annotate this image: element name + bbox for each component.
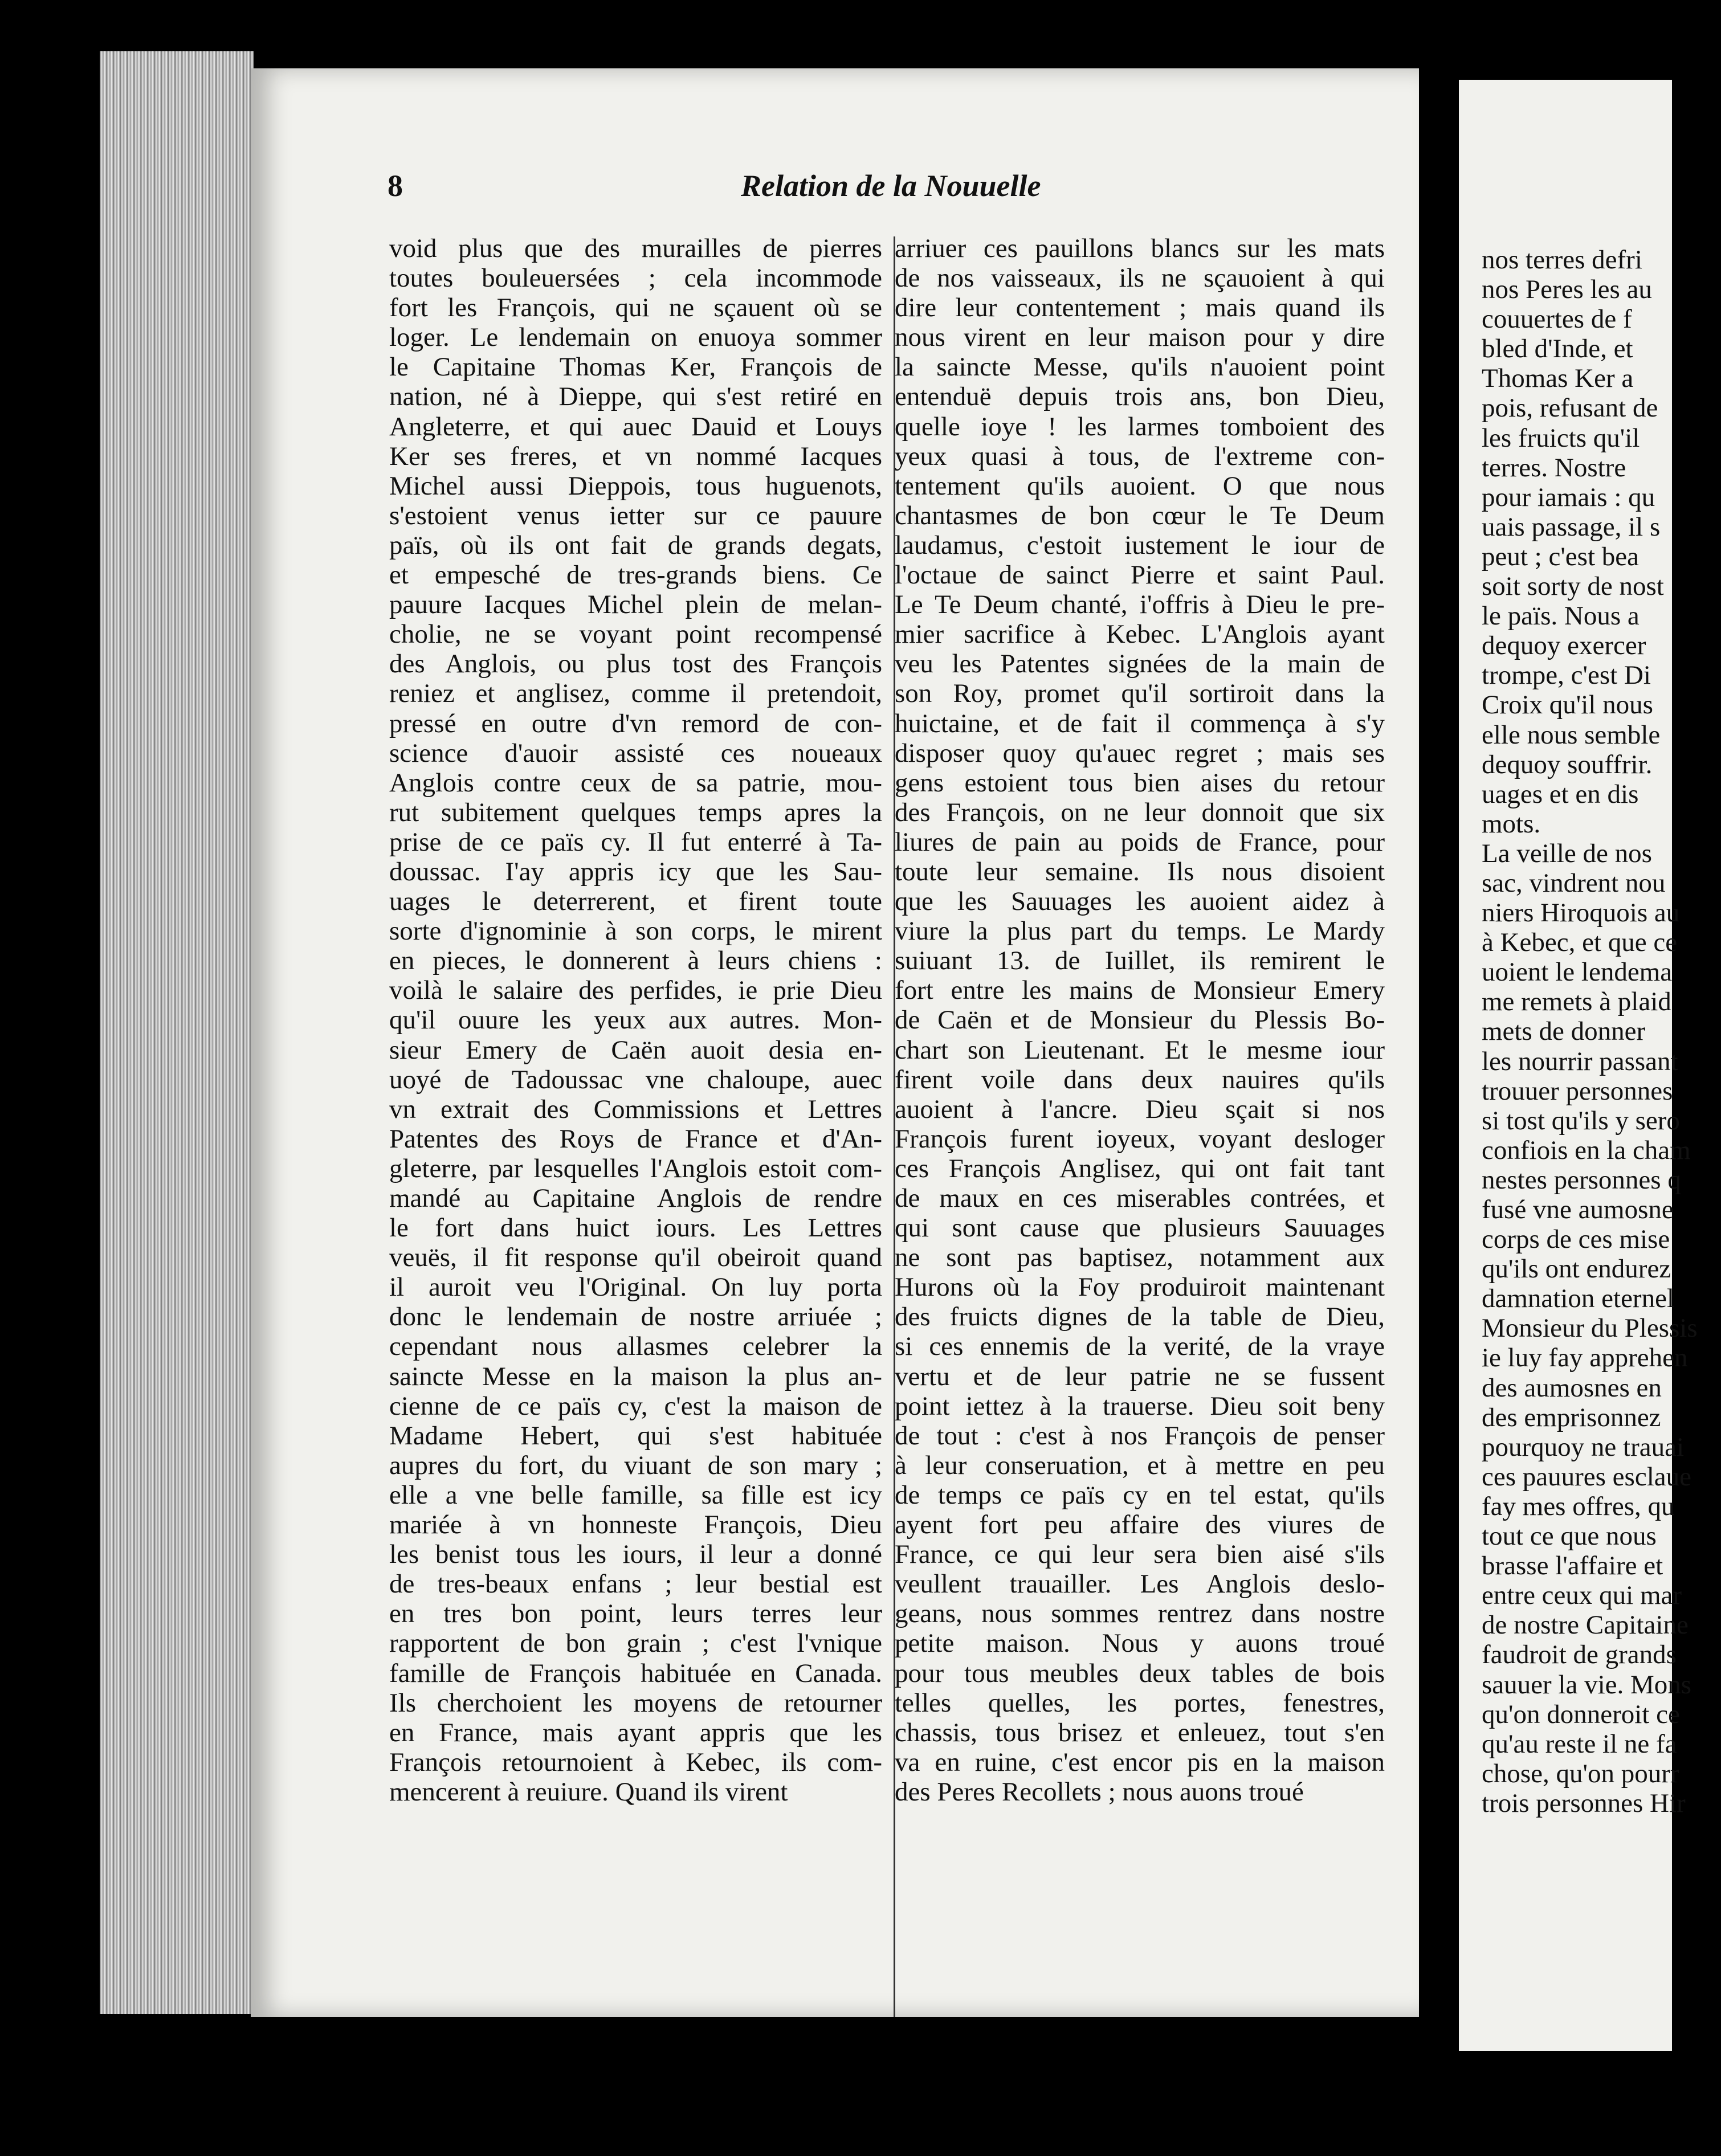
text-line: pour iamais : qu bbox=[1482, 482, 1655, 512]
text-line: fay mes offres, qu bbox=[1482, 1491, 1675, 1521]
text-line: chantasmes de bon cœur le Te Deum bbox=[895, 500, 1385, 530]
text-line: mariée à vn honneste François, Dieu bbox=[389, 1510, 882, 1540]
text-line: il auroit veu l'Original. On luy porta bbox=[389, 1272, 882, 1302]
text-line: toute leur semaine. Ils nous disoient bbox=[895, 856, 1385, 887]
left-page bbox=[251, 68, 1419, 2017]
text-line: de Caën et de Monsieur du Plessis Bo- bbox=[895, 1005, 1385, 1035]
text-line: des Anglois, ou plus tost des François bbox=[389, 649, 882, 679]
text-line: les benist tous les iours, il leur a donné bbox=[389, 1540, 882, 1570]
text-line: ces pauures esclaue bbox=[1482, 1461, 1691, 1492]
text-line: s'estoient venus ietter sur ce pauure bbox=[389, 500, 882, 530]
text-line: point iettez à la trauerse. Dieu soit beny bbox=[895, 1391, 1385, 1421]
text-line: science d'auoir assisté ces noueaux bbox=[389, 738, 882, 768]
text-line: qu'ils ont endurez bbox=[1482, 1254, 1671, 1284]
text-line: niers Hiroquois au bbox=[1482, 898, 1680, 928]
text-line: petite maison. Nous y auons troué bbox=[895, 1628, 1385, 1659]
text-line: quelle ioye ! les larmes tomboient des bbox=[895, 411, 1385, 442]
text-line: de temps ce païs cy en tel estat, qu'ils bbox=[895, 1480, 1385, 1510]
text-line: pour tous meubles deux tables de bois bbox=[895, 1658, 1385, 1688]
text-line: doussac. I'ay appris icy que les Sau- bbox=[389, 856, 882, 887]
text-column-middle bbox=[895, 234, 1385, 1807]
text-line: geans, nous sommes rentrez dans nostre bbox=[895, 1599, 1385, 1629]
running-title: Relation de la Nouuelle bbox=[741, 169, 1041, 203]
text-line: elle nous semble bbox=[1482, 720, 1661, 750]
text-line: disposer quoy qu'auec regret ; mais ses bbox=[895, 738, 1385, 768]
text-line: famille de François habituée en Canada. bbox=[389, 1658, 882, 1688]
text-line: des Peres Recollets ; nous auons troué bbox=[895, 1777, 1304, 1807]
text-line: en tres bon point, leurs terres leur bbox=[389, 1599, 882, 1629]
text-line: uoyé de Tadoussac vne chaloupe, auec bbox=[389, 1064, 882, 1095]
text-line: la saincte Messe, qu'ils n'auoient point bbox=[895, 352, 1385, 382]
text-line: tentement qu'ils auoient. O que nous bbox=[895, 471, 1385, 501]
text-column-left bbox=[389, 234, 882, 1807]
text-line: gens estoient tous bien aises du retour bbox=[895, 767, 1385, 798]
text-line: dequoy souffrir. bbox=[1482, 749, 1653, 779]
text-line: l'octaue de sainct Pierre et saint Paul. bbox=[895, 560, 1385, 590]
text-line: François furent ioyeux, voyant desloger bbox=[895, 1124, 1385, 1154]
text-line: païs, où ils ont fait de grands degats, bbox=[389, 530, 882, 560]
text-line: France, ce qui leur sera bien aisé s'ils bbox=[895, 1540, 1385, 1570]
text-line: brasse l'affaire et bbox=[1482, 1551, 1663, 1581]
text-line: sac, vindrent nou bbox=[1482, 868, 1666, 898]
text-line: sorte d'ignominie à son corps, le mirent bbox=[389, 916, 882, 946]
text-line: des fruicts dignes de la table de Dieu, bbox=[895, 1302, 1385, 1332]
page-number: 8 bbox=[388, 169, 403, 203]
text-line: veuës, il fit response qu'il obeiroit quand bbox=[389, 1243, 882, 1273]
text-line: les fruicts qu'il bbox=[1482, 423, 1640, 453]
text-line: de tres-beaux enfans ; leur bestial est bbox=[389, 1569, 882, 1599]
text-line: saincte Messe en la maison la plus an- bbox=[389, 1361, 882, 1391]
text-line: et empesché de tres-grands biens. Ce bbox=[389, 560, 882, 590]
text-line: à leur conseruation, et à mettre en peu bbox=[895, 1450, 1385, 1480]
text-line: auoient à l'ancre. Dieu sçait si nos bbox=[895, 1094, 1385, 1124]
text-line: uages le deterrerent, et firent toute bbox=[389, 887, 882, 917]
text-line: le Capitaine Thomas Ker, François de bbox=[389, 352, 882, 382]
text-line: Angleterre, et qui auec Dauid et Louys bbox=[389, 411, 882, 442]
text-line: toutes bouleuersées ; cela incommode bbox=[389, 263, 882, 293]
book-page-edges bbox=[100, 51, 254, 2014]
text-line: de tout : c'est à nos François de penser bbox=[895, 1420, 1385, 1451]
text-line: void plus que des murailles de pierres bbox=[389, 234, 882, 263]
text-line: mots. bbox=[1482, 808, 1541, 839]
text-line: que les Sauuages les auoient aidez à bbox=[895, 887, 1385, 917]
text-line: fusé vne aumosne bbox=[1482, 1195, 1674, 1224]
text-line: tout ce que nous bbox=[1482, 1521, 1657, 1551]
text-line: prise de ce païs cy. Il fut enterré à Ta- bbox=[389, 827, 882, 857]
text-line: nos Peres les au bbox=[1482, 275, 1652, 305]
text-line: vertu et de leur patrie ne se fussent bbox=[895, 1361, 1385, 1391]
text-line: uoient le lendema bbox=[1482, 957, 1673, 987]
text-line: soit sorty de nost bbox=[1482, 571, 1664, 602]
text-line: dequoy exercer bbox=[1482, 631, 1646, 661]
text-line: chart son Lieutenant. Et le mesme iour bbox=[895, 1035, 1385, 1065]
text-line: Hurons où la Foy produiroit maintenant bbox=[895, 1272, 1385, 1302]
text-line: damnation eternel bbox=[1482, 1284, 1674, 1314]
text-line: loger. Le lendemain on enuoya sommer bbox=[389, 322, 882, 353]
text-line: ayent fort peu affaire des viures de bbox=[895, 1510, 1385, 1540]
text-line: mier sacrifice à Kebec. L'Anglois ayant bbox=[895, 619, 1385, 650]
text-line: Michel aussi Dieppois, tous huguenots, bbox=[389, 471, 882, 501]
text-line: liures de pain au poids de France, pour bbox=[895, 827, 1385, 857]
text-line: Madame Hebert, qui s'est habituée bbox=[389, 1420, 882, 1451]
text-line: qu'on donneroit ce bbox=[1482, 1699, 1680, 1729]
text-line: uages et en dis bbox=[1482, 779, 1639, 809]
text-line: François retournoient à Kebec, ils com- bbox=[389, 1747, 882, 1777]
text-line: de maux en ces miserables contrées, et bbox=[895, 1183, 1385, 1213]
text-line: Thomas Ker a bbox=[1482, 364, 1634, 394]
text-line: le fort dans huict iours. Les Lettres bbox=[389, 1213, 882, 1243]
text-line: en pieces, le donnerent à leurs chiens : bbox=[389, 946, 882, 976]
text-line: uais passage, il s bbox=[1482, 512, 1661, 542]
text-line: nestes personnes q bbox=[1482, 1165, 1681, 1195]
text-line: rapportent de bon grain ; c'est l'vnique bbox=[389, 1628, 882, 1659]
text-line: La veille de nos bbox=[1482, 838, 1652, 868]
text-line: en France, mais ayant appris que les bbox=[389, 1717, 882, 1747]
text-line: trouuer personnes bbox=[1482, 1076, 1673, 1106]
text-line: donc le lendemain de nostre arriuée ; bbox=[389, 1302, 882, 1332]
text-line: si ces ennemis de la verité, de la vraye bbox=[895, 1332, 1385, 1362]
text-line: voilà le salaire des perfides, ie prie Dieu bbox=[389, 975, 882, 1006]
text-line: ne sont pas baptisez, notamment aux bbox=[895, 1243, 1385, 1273]
text-line: reniez et anglisez, comme il pretendoit, bbox=[389, 679, 882, 709]
text-line: Monsieur du Plessis bbox=[1482, 1313, 1698, 1344]
text-line: de nos vaisseaux, ils ne sçauoient à qui bbox=[895, 263, 1385, 293]
text-line: rut subitement quelques temps apres la bbox=[389, 797, 882, 827]
text-line: elle a vne belle famille, sa fille est icy bbox=[389, 1480, 882, 1510]
text-line: huictaine, et de fait il commença à s'y bbox=[895, 708, 1385, 738]
text-line: son Roy, promet qu'il sortiroit dans la bbox=[895, 679, 1385, 709]
text-line: terres. Nostre bbox=[1482, 452, 1626, 483]
text-line: pressé en outre d'vn remord de con- bbox=[389, 708, 882, 738]
text-line: Ils cherchoient les moyens de retourner bbox=[389, 1688, 882, 1718]
text-line: faudroit de grands bbox=[1482, 1640, 1677, 1670]
text-line: entenduë depuis trois ans, bon Dieu, bbox=[895, 382, 1385, 412]
text-line: ces François Anglisez, qui ont fait tant bbox=[895, 1153, 1385, 1183]
text-line: cholie, ne se voyant point recompensé bbox=[389, 619, 882, 650]
text-line: couuertes de f bbox=[1482, 304, 1632, 334]
text-line: veu les Patentes signées de la main de bbox=[895, 649, 1385, 679]
text-line: ie luy fay apprehen bbox=[1482, 1343, 1688, 1373]
text-line: bled d'Inde, et bbox=[1482, 334, 1633, 364]
text-line: arriuer ces pauillons blancs sur les mats bbox=[895, 234, 1385, 263]
text-line: des François, on ne leur donnoit que six bbox=[895, 797, 1385, 827]
text-line: yeux quasi à tous, de l'extreme con- bbox=[895, 441, 1385, 471]
text-line: va en ruine, c'est encor pis en la maison bbox=[895, 1747, 1385, 1777]
text-line: les nourrir passant bbox=[1482, 1046, 1678, 1076]
text-line: firent voile dans deux nauires qu'ils bbox=[895, 1064, 1385, 1095]
text-line: le païs. Nous a bbox=[1482, 601, 1640, 631]
right-page bbox=[1459, 80, 1698, 2051]
text-line: chose, qu'on pourr bbox=[1482, 1758, 1679, 1788]
text-line: qu'au reste il ne fa bbox=[1482, 1729, 1677, 1759]
text-line: trompe, c'est Di bbox=[1482, 660, 1651, 691]
text-line: pois, refusant de bbox=[1482, 393, 1658, 423]
text-line: des emprisonnez bbox=[1482, 1402, 1661, 1432]
text-line: de nostre Capitaine bbox=[1482, 1610, 1689, 1640]
text-line: cependant nous allasmes celebrer la bbox=[389, 1332, 882, 1362]
text-line: chassis, tous brisez et enleuez, tout s'en bbox=[895, 1717, 1385, 1747]
text-line: suiuant 13. de Iuillet, ils remirent le bbox=[895, 946, 1385, 976]
text-line: pourquoy ne trauai bbox=[1482, 1432, 1685, 1462]
text-column-right bbox=[1482, 245, 1721, 1818]
text-line: sauuer la vie. Mons bbox=[1482, 1669, 1692, 1700]
text-line: Anglois contre ceux de sa patrie, mou- bbox=[389, 767, 882, 798]
text-line: pauure Iacques Michel plein de melan- bbox=[389, 590, 882, 620]
text-line: mandé au Capitaine Anglois de rendre bbox=[389, 1183, 882, 1213]
text-line: qu'il ouure les yeux aux autres. Mon- bbox=[389, 1005, 882, 1035]
text-line: Patentes des Roys de France et d'An- bbox=[389, 1124, 882, 1154]
text-line: telles quelles, les portes, fenestres, bbox=[895, 1688, 1385, 1718]
text-line: dire leur contentement ; mais quand ils bbox=[895, 293, 1385, 323]
text-line: nos terres defri bbox=[1482, 245, 1642, 275]
text-line: Le Te Deum chanté, i'offris à Dieu le pre- bbox=[895, 590, 1385, 620]
text-line: mets de donner bbox=[1482, 1016, 1646, 1047]
text-line: qui sont cause que plusieurs Sauuages bbox=[895, 1213, 1385, 1243]
text-line: me remets à plaid bbox=[1482, 987, 1671, 1017]
text-line: veullent trauailler. Les Anglois deslo- bbox=[895, 1569, 1385, 1599]
text-line: si tost qu'ils y sero bbox=[1482, 1105, 1680, 1136]
text-line: Ker ses freres, et vn nommé Iacques bbox=[389, 441, 882, 471]
text-line: sieur Emery de Caën auoit desia en- bbox=[389, 1035, 882, 1065]
text-line: aupres du fort, du viuant de son mary ; bbox=[389, 1450, 882, 1480]
text-line: fort entre les mains de Monsieur Emery bbox=[895, 975, 1385, 1006]
text-line: peut ; c'est bea bbox=[1482, 541, 1639, 571]
text-line: trois personnes Hir bbox=[1482, 1788, 1686, 1818]
text-line: fort les François, qui ne sçauent où se bbox=[389, 293, 882, 323]
text-line: corps de ces mise bbox=[1482, 1224, 1670, 1255]
text-line: mencerent à reuiure. Quand ils virent bbox=[389, 1777, 788, 1807]
text-line: viure la plus part du temps. Le Mardy bbox=[895, 916, 1385, 946]
text-line: entre ceux qui mar bbox=[1482, 1581, 1682, 1611]
text-line: à Kebec, et que ce bbox=[1482, 928, 1678, 958]
text-line: confiois en la cham bbox=[1482, 1135, 1691, 1165]
text-line: nous virent en leur maison pour y dire bbox=[895, 322, 1385, 353]
text-line: des aumosnes en bbox=[1482, 1373, 1662, 1403]
text-line: laudamus, c'estoit iustement le iour de bbox=[895, 530, 1385, 560]
text-line: Croix qu'il nous bbox=[1482, 690, 1653, 720]
text-line: nation, né à Dieppe, qui s'est retiré en bbox=[389, 382, 882, 412]
text-line: gleterre, par lesquelles l'Anglois estoit com- bbox=[389, 1153, 882, 1183]
text-line: cienne de ce païs cy, c'est la maison de bbox=[389, 1391, 882, 1421]
text-line: vn extrait des Commissions et Lettres bbox=[389, 1094, 882, 1124]
